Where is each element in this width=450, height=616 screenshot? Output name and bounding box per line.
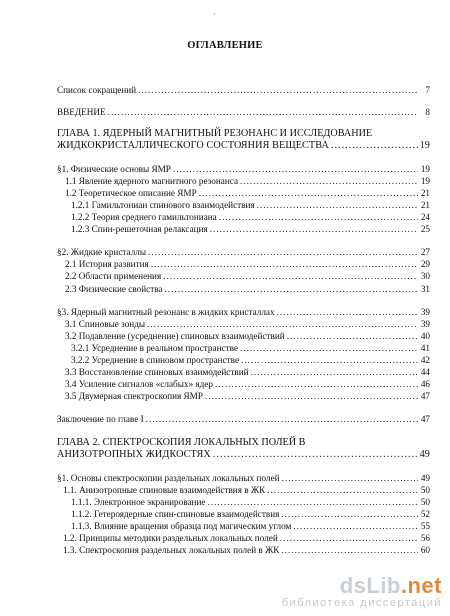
leader-dots xyxy=(219,212,418,223)
toc-entry-label: 1.2.2 Теория среднего гамильтониана xyxy=(71,212,217,222)
leader-dots xyxy=(257,200,418,211)
leader-dots xyxy=(277,307,418,318)
leader-dots xyxy=(147,319,418,330)
leader-dots xyxy=(108,107,418,118)
toc-entry-label: §2. Жидкие кристаллы xyxy=(57,247,147,257)
leader-dots xyxy=(267,485,418,496)
toc-entry-page: 19 xyxy=(419,140,430,151)
leader-dots xyxy=(280,533,418,544)
toc-entry[interactable] xyxy=(57,140,430,151)
toc-entry-label: ЖИДКОКРИСТАЛЛИЧЕСКОГО СОСТОЯНИЯ ВЕЩЕСТВА xyxy=(57,140,329,151)
toc-entry-label: §1. Основы спектроскопии раздельных локальных полей xyxy=(57,473,280,483)
leader-dots xyxy=(281,509,418,520)
toc-entry[interactable] xyxy=(65,284,430,295)
toc-entry-label: §1. Физические основы ЯМР xyxy=(57,164,171,174)
leader-dots xyxy=(282,473,418,484)
leader-dots xyxy=(240,343,418,354)
toc-entry-label: 2.1 История развития xyxy=(65,259,149,269)
toc-entry-label: 3.2.2 Усреднение в спиновом пространстве xyxy=(71,355,240,365)
leader-dots xyxy=(207,497,418,508)
toc-entry-page: 21 xyxy=(420,200,430,210)
leader-dots xyxy=(173,164,418,175)
toc-entry[interactable] xyxy=(71,355,430,366)
toc-entry-label: 1.2.3 Спин-решеточная релаксация xyxy=(71,224,208,234)
toc-entry-page: 47 xyxy=(420,414,430,424)
leader-dots xyxy=(287,331,418,342)
leader-dots xyxy=(199,188,418,199)
toc-entry[interactable] xyxy=(65,379,430,390)
toc-entry-label: 1.1.1. Электронное экранирование xyxy=(71,497,206,507)
toc-entry-page: 39 xyxy=(420,307,430,317)
toc-entry-label: 2.3 Физические свойства xyxy=(65,284,163,294)
toc-entry-label: 3.2.1 Усреднение в реальном пространстве xyxy=(71,343,238,353)
watermark-subtitle: библиотека диссертаций xyxy=(281,597,442,609)
toc-entry-page: 46 xyxy=(420,379,430,389)
toc-entry[interactable] xyxy=(57,85,430,96)
toc-entry-label: 1.1 Явление ядерного магнитного резонанса xyxy=(65,176,239,186)
toc-entry-page: 39 xyxy=(420,319,430,329)
toc-entry-label: 3.2 Подавление (усреднение) спиновых взаимодействий xyxy=(65,331,285,341)
leader-dots xyxy=(148,247,418,258)
toc-entry[interactable] xyxy=(57,247,430,258)
toc-entry[interactable] xyxy=(65,271,430,282)
toc-entry[interactable] xyxy=(57,473,430,484)
toc-entry-label: 3.4 Усиление сигналов «слабых» ядер xyxy=(65,379,213,389)
scan-mark: ' xyxy=(214,12,216,20)
leader-dots xyxy=(331,140,418,151)
leader-dots xyxy=(241,355,418,366)
toc-entry[interactable] xyxy=(57,107,430,118)
toc-entry[interactable] xyxy=(71,212,430,223)
toc-entry-label: ВВЕДЕНИЕ xyxy=(57,107,106,117)
watermark-logo xyxy=(282,575,442,610)
toc-entry-page: 47 xyxy=(420,391,430,401)
watermark-brand-name: dsLib xyxy=(339,573,401,598)
leader-dots xyxy=(281,545,418,556)
toc-entry-label: 1.1.2. Гетероядерные спин-спиновые взаимодействия xyxy=(71,509,280,519)
toc-entry[interactable] xyxy=(57,414,430,425)
toc-entry-page: 40 xyxy=(420,331,430,341)
leader-dots xyxy=(163,271,418,282)
leader-dots xyxy=(205,391,418,402)
toc-entry[interactable] xyxy=(57,164,430,175)
toc-entry-page: 50 xyxy=(420,485,430,495)
leader-dots xyxy=(251,367,418,378)
chapter-heading-line[interactable]: ГЛАВА 1. ЯДЕРНЫЙ МАГНИТНЫЙ РЕЗОНАНС И ИССЛЕДОВАНИЕ xyxy=(57,128,373,139)
leader-dots xyxy=(138,85,418,96)
leader-dots xyxy=(151,259,418,270)
toc-entry-label: 1.2 Теоретическое описание ЯМР xyxy=(65,188,197,198)
toc-entry-label: АНИЗОТРОПНЫХ ЖИДКОСТЯХ xyxy=(57,449,211,460)
toc-entry[interactable] xyxy=(65,367,430,378)
toc-entry[interactable] xyxy=(57,307,430,318)
toc-entry-label: 1.3. Спектроскопия раздельных локальных полей в ЖК xyxy=(63,545,280,555)
toc-entry-page: 50 xyxy=(420,497,430,507)
toc-entry[interactable] xyxy=(65,188,430,199)
toc-entry-page: 49 xyxy=(419,449,430,460)
toc-entry-page: 31 xyxy=(420,284,430,294)
toc-entry-label: 1.2.1 Гамильтониан спинового взаимодействия xyxy=(71,200,255,210)
toc-entry-page: 24 xyxy=(420,212,430,222)
toc-entry-label: 1.1.3. Влияние вращения образца под магическим углом xyxy=(71,521,292,531)
toc-entry[interactable] xyxy=(71,343,430,354)
toc-entry[interactable] xyxy=(57,449,430,460)
toc-entry[interactable] xyxy=(65,259,430,270)
toc-entry-page: 49 xyxy=(420,473,430,483)
chapter-heading-line[interactable]: ГЛАВА 2. СПЕКТРОСКОПИЯ ЛОКАЛЬНЫХ ПОЛЕЙ В xyxy=(57,437,306,448)
toc-entry-label: §3. Ядерный магнитный резонанс в жидких кристаллах xyxy=(57,307,275,317)
toc-entry[interactable] xyxy=(71,521,430,532)
toc-entry-page: 19 xyxy=(420,176,430,186)
toc-entry[interactable] xyxy=(63,485,430,496)
leader-dots xyxy=(210,224,418,235)
toc-entry[interactable] xyxy=(71,497,430,508)
watermark-brand-tld: .net xyxy=(400,573,442,598)
toc-entry[interactable] xyxy=(71,509,430,520)
leader-dots xyxy=(293,521,418,532)
toc-entry-label: 2.2 Области применения xyxy=(65,271,162,281)
toc-entry-label: 1.1. Анизотропные спиновые взаимодействия в ЖК xyxy=(63,485,266,495)
toc-entry-label: Заключение по главе I xyxy=(57,414,144,424)
leader-dots xyxy=(240,176,418,187)
toc-entry-label: 3.3 Восстановление спиновых взаимодействий xyxy=(65,367,249,377)
leader-dots xyxy=(215,379,418,390)
leader-dots xyxy=(165,284,418,295)
toc-entry-page: 56 xyxy=(420,533,430,543)
toc-entry[interactable] xyxy=(63,545,430,556)
toc-entry-page: 8 xyxy=(425,107,430,117)
page-title: ОГЛАВЛЕНИЕ xyxy=(187,40,263,51)
leader-dots xyxy=(213,449,418,460)
watermark-brand xyxy=(282,575,442,597)
toc-entry-label: 1.2. Принципы методики раздельных локальных полей xyxy=(63,533,278,543)
toc-entry-page: 25 xyxy=(420,224,430,234)
toc-entry[interactable] xyxy=(63,533,430,544)
toc-entry-label: 3.1 Спиновые зонды xyxy=(65,319,146,329)
toc-entry-page: 44 xyxy=(420,367,430,377)
toc-entry-label: Список сокращений xyxy=(57,85,137,95)
toc-entry[interactable] xyxy=(65,391,430,402)
toc-entry-page: 7 xyxy=(425,85,430,95)
toc-entry-page: 21 xyxy=(420,188,430,198)
toc-entry-page: 60 xyxy=(420,545,430,555)
leader-dots xyxy=(146,414,418,425)
toc-entry-page: 41 xyxy=(420,343,430,353)
toc-entry-page: 19 xyxy=(420,164,430,174)
toc-entry-page: 42 xyxy=(420,355,430,365)
toc-entry-page: 29 xyxy=(420,259,430,269)
toc-entry[interactable] xyxy=(65,331,430,342)
toc-entry-page: 30 xyxy=(420,271,430,281)
toc-entry-page: 27 xyxy=(420,247,430,257)
toc-entry-page: 52 xyxy=(420,509,430,519)
toc-entry[interactable] xyxy=(65,319,430,330)
toc-entry-label: 3.5 Двумерная спектроскопия ЯМР xyxy=(65,391,203,401)
toc-entry[interactable] xyxy=(71,200,430,211)
toc-entry[interactable] xyxy=(65,176,430,187)
toc-entry-page: 55 xyxy=(420,521,430,531)
toc-entry[interactable] xyxy=(71,224,430,235)
